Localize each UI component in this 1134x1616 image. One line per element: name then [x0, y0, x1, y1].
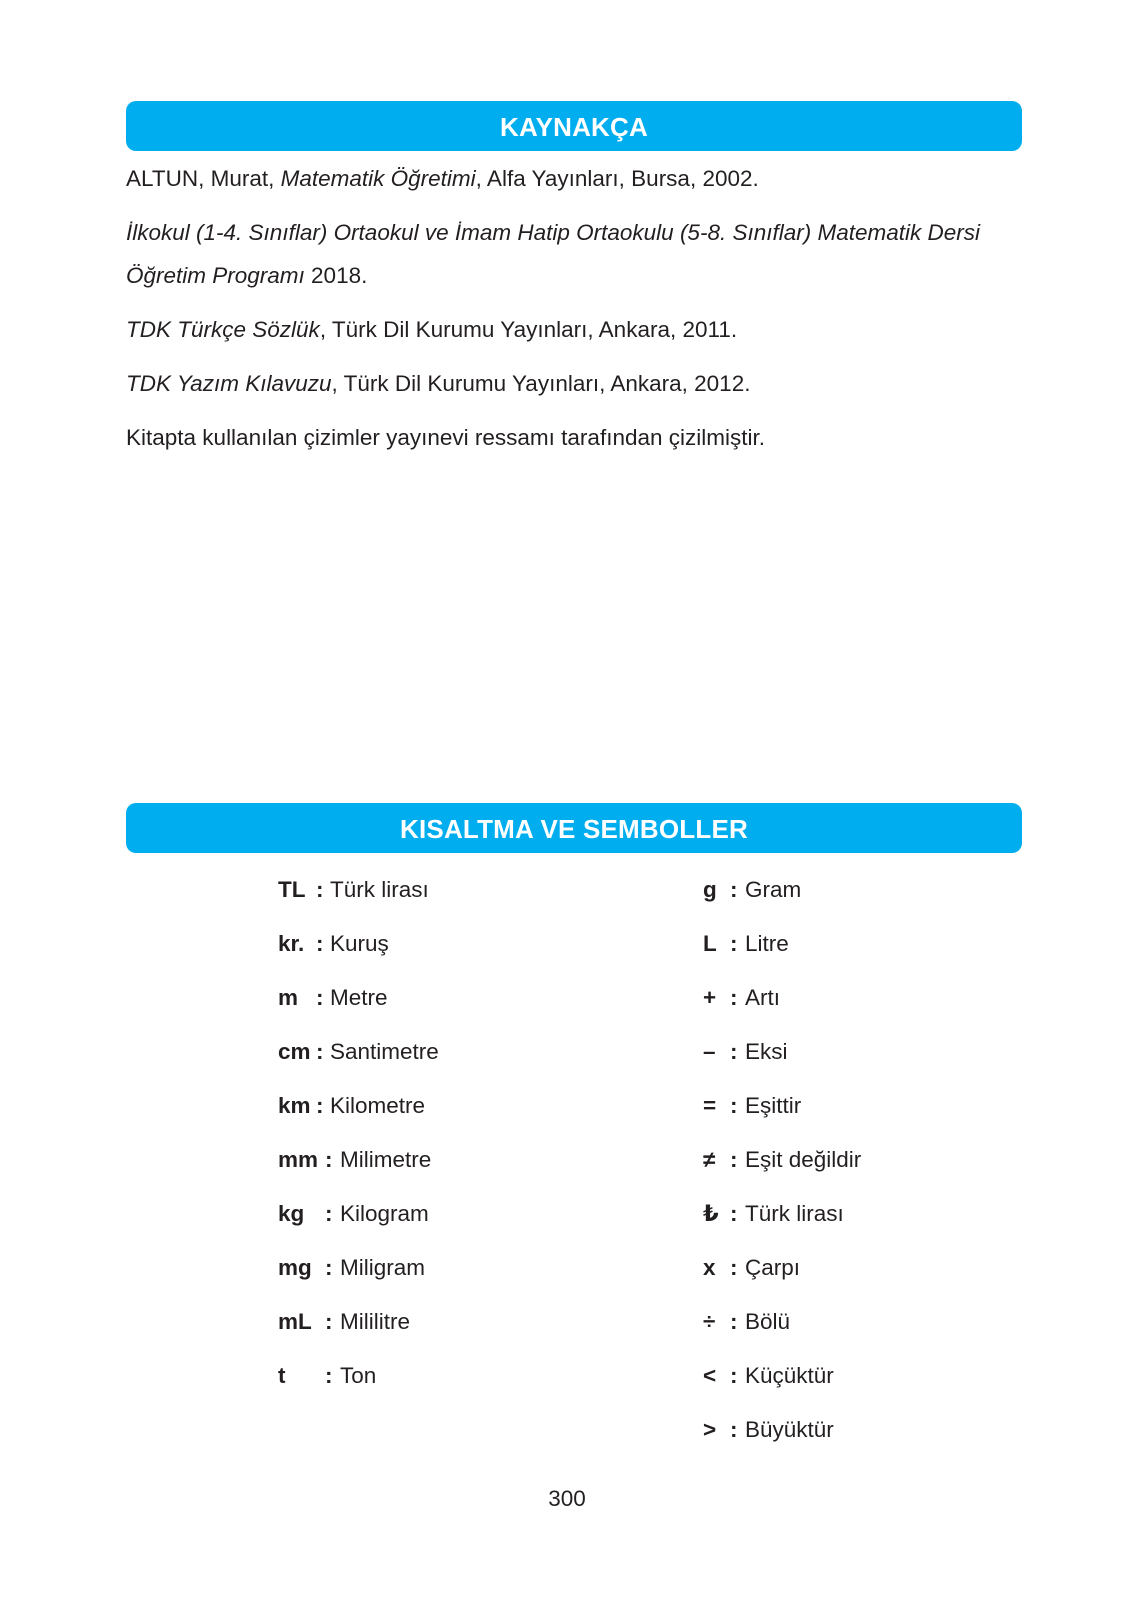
symbol-abbr: mL — [278, 1309, 312, 1334]
symbol-abbr: kg — [278, 1201, 305, 1226]
symbol-meaning: Mililitre — [340, 1309, 410, 1334]
page-number: 300 — [548, 1486, 586, 1511]
symbol-meaning: Eşittir — [745, 1093, 802, 1118]
reference-entry-4 — [126, 363, 1026, 405]
symbol-colon: : — [730, 1093, 738, 1118]
symbol-abbr: mm — [278, 1147, 319, 1172]
symbol-meaning: Büyüktür — [745, 1417, 834, 1442]
symbol-colon: : — [316, 1039, 324, 1064]
reference-entry-3 — [126, 309, 1026, 351]
symbol-colon: : — [730, 931, 738, 956]
symbol-meaning: Eşit değildir — [745, 1147, 862, 1172]
less-than-symbol: < — [703, 1363, 717, 1388]
reference-title-continued: Öğretim Programı — [126, 263, 305, 288]
symbol-meaning: Kuruş — [330, 931, 389, 956]
symbol-meaning: Türk lirası — [745, 1201, 844, 1226]
symbol-colon: : — [316, 877, 324, 902]
symbol-meaning: Ton — [340, 1363, 377, 1388]
symbol-meaning: Küçüktür — [745, 1363, 834, 1388]
symbol-meaning: Çarpı — [745, 1255, 801, 1280]
symbol-colon: : — [325, 1363, 333, 1388]
symbol-meaning: Kilometre — [330, 1093, 426, 1118]
symbol-colon: : — [730, 1363, 738, 1388]
symbol-abbr: km — [278, 1093, 311, 1118]
symbol-colon: : — [730, 1039, 738, 1064]
symbol-meaning: Eksi — [745, 1039, 788, 1064]
symbol-meaning: Milimetre — [340, 1147, 432, 1172]
reference-entry-1 — [126, 158, 1026, 200]
symbol-abbr: cm — [278, 1039, 311, 1064]
symbol-colon: : — [730, 877, 738, 902]
symbol-meaning: Artı — [745, 985, 781, 1010]
reference-title: TDK Yazım Kılavuzu — [126, 371, 332, 396]
reference-entry-2-line-1 — [126, 212, 1026, 254]
symbol-colon: : — [325, 1309, 333, 1334]
equals-symbol: = — [703, 1093, 717, 1118]
symbol-meaning: Santimetre — [330, 1039, 439, 1064]
references-heading: KAYNAKÇA — [126, 101, 1022, 151]
reference-title: Matematik Öğretimi — [280, 166, 476, 191]
symbol-colon: : — [316, 985, 324, 1010]
symbol-colon: : — [730, 1147, 738, 1172]
reference-author: ALTUN, Murat, — [126, 166, 281, 191]
reference-title: İlkokul (1-4. Sınıflar) Ortaokul ve İmam Hatip Ortaokulu (5-8. Sınıflar) Matematik Dersi — [126, 220, 981, 245]
symbol-abbr: m — [278, 985, 299, 1010]
reference-details: , Alfa Yayınları, Bursa, 2002. — [475, 166, 759, 191]
minus-symbol: – — [703, 1039, 716, 1064]
symbol-abbr: TL — [278, 877, 306, 902]
symbol-meaning: Litre — [745, 931, 789, 956]
lira-symbol: ₺ — [703, 1201, 719, 1226]
illustration-note: Kitapta kullanılan çizimler yayınevi ressamı tarafından çizilmiştir. — [126, 425, 765, 450]
symbol-abbr: t — [278, 1363, 286, 1388]
symbol-meaning: Gram — [745, 877, 802, 902]
reference-details: , Türk Dil Kurumu Yayınları, Ankara, 2011. — [319, 317, 738, 342]
symbols-heading: KISALTMA VE SEMBOLLER — [126, 803, 1022, 853]
symbol-meaning: Miligram — [340, 1255, 426, 1280]
plus-symbol: + — [703, 985, 717, 1010]
symbol-colon: : — [730, 1201, 738, 1226]
not-equal-symbol: ≠ — [703, 1147, 716, 1172]
greater-than-symbol: > — [703, 1417, 717, 1442]
symbol-meaning: Bölü — [745, 1309, 791, 1334]
symbol-colon: : — [730, 985, 738, 1010]
reference-entry-2-line-2 — [126, 255, 1026, 297]
symbol-colon: : — [325, 1255, 333, 1280]
symbol-colon: : — [730, 1417, 738, 1442]
symbol-colon: : — [325, 1147, 333, 1172]
symbol-colon: : — [730, 1255, 738, 1280]
symbol-colon: : — [730, 1309, 738, 1334]
symbol-meaning: Türk lirası — [330, 877, 429, 902]
reference-year: 2018. — [304, 263, 368, 288]
symbol-colon: : — [316, 1093, 324, 1118]
symbol-colon: : — [316, 931, 324, 956]
symbol-abbr: mg — [278, 1255, 312, 1280]
reference-details: , Türk Dil Kurumu Yayınları, Ankara, 2012. — [331, 371, 751, 396]
symbol-meaning: Metre — [330, 985, 388, 1010]
symbol-abbr: kr. — [278, 931, 305, 956]
multiply-symbol: x — [703, 1255, 716, 1280]
symbol-abbr: L — [703, 931, 717, 956]
reference-title: TDK Türkçe Sözlük — [126, 317, 320, 342]
symbol-colon: : — [325, 1201, 333, 1226]
divide-symbol: ÷ — [703, 1309, 716, 1334]
symbol-meaning: Kilogram — [340, 1201, 429, 1226]
symbol-abbr: g — [703, 877, 717, 902]
